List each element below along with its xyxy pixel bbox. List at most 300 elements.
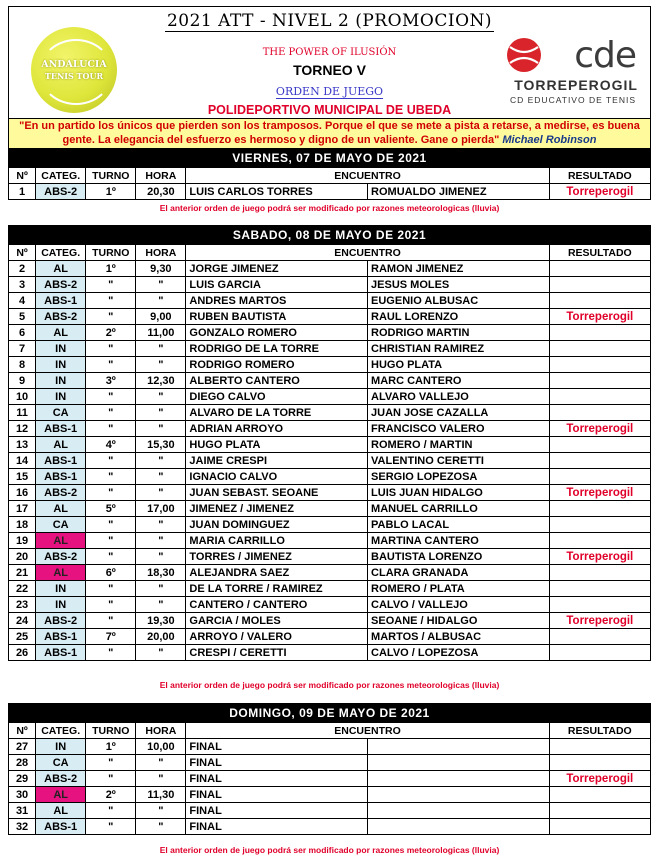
turno: 2º [86,787,136,803]
result [549,819,650,835]
category: ABS-1 [36,645,86,661]
weather-note: El anterior orden de juego podrá ser modificado por razones meteorologicas (lluvia) [159,203,500,213]
match-row [9,517,651,533]
match-row [9,581,651,597]
category: ABS-1 [36,293,86,309]
quote-box [8,118,651,149]
hora: " [136,803,186,819]
column-header-row [9,168,651,184]
match-row [9,293,651,309]
match-number: 25 [9,629,36,645]
player-1: CRESPI / CERETTI [186,645,368,661]
slogan: THE POWER OF ILUSIÓN [262,47,397,58]
col-header-turno: TURNO [86,723,136,739]
category: IN [36,341,86,357]
turno: " [86,341,136,357]
match-row [9,803,651,819]
category: IN [36,597,86,613]
player-2 [368,739,550,755]
match-row [9,469,651,485]
col-header-num: Nº [9,723,36,739]
match-row [9,389,651,405]
match-row [9,453,651,469]
turno: " [86,819,136,835]
match-number: 23 [9,597,36,613]
hora: " [136,533,186,549]
turno: " [86,613,136,629]
category: AL [36,803,86,819]
player-1: FINAL [186,787,368,803]
tournament-name: TORNEO V [293,62,366,78]
hora: " [136,819,186,835]
category: AL [36,501,86,517]
player-2 [368,803,550,819]
hora: " [136,517,186,533]
hora: " [136,453,186,469]
category: CA [36,405,86,421]
day-header-row [9,704,651,723]
player-2: JUAN JOSE CAZALLA [368,405,550,421]
result: Torreperogil [549,421,650,437]
player-2: SEOANE / HIDALGO [368,613,550,629]
result [549,597,650,613]
turno: " [86,469,136,485]
player-2 [368,787,550,803]
player-2: VALENTINO CERETTI [368,453,550,469]
col-header-encuentro: ENCUENTRO [186,168,549,184]
hora: 20,00 [136,629,186,645]
schedule-table [8,225,651,661]
hora: 15,30 [136,437,186,453]
player-1: RODRIGO ROMERO [186,357,368,373]
category: ABS-2 [36,184,86,200]
result [549,469,650,485]
player-1: ANDRES MARTOS [186,293,368,309]
turno: " [86,771,136,787]
player-2: EUGENIO ALBUSAC [368,293,550,309]
category: ABS-2 [36,277,86,293]
match-number: 20 [9,549,36,565]
player-2: MARC CANTERO [368,373,550,389]
player-2: BAUTISTA LORENZO [368,549,550,565]
player-1: JORGE JIMENEZ [186,261,368,277]
turno: " [86,549,136,565]
day-title: VIERNES, 07 DE MAYO DE 2021 [9,149,651,168]
col-header-resultado: RESULTADO [549,245,650,261]
player-1: ALEJANDRA SAEZ [186,565,368,581]
hora: 11,00 [136,325,186,341]
match-number: 11 [9,405,36,421]
hora: " [136,293,186,309]
player-1: TORRES / JIMENEZ [186,549,368,565]
hora: 9,00 [136,309,186,325]
category: IN [36,373,86,389]
player-1: ADRIAN ARROYO [186,421,368,437]
player-1: GONZALO ROMERO [186,325,368,341]
player-1: GARCIA / MOLES [186,613,368,629]
match-row [9,533,651,549]
player-2: ROMUALDO JIMENEZ [368,184,550,200]
turno: " [86,421,136,437]
result [549,293,650,309]
turno: 5º [86,501,136,517]
result [549,645,650,661]
category: AL [36,437,86,453]
match-number: 1 [9,184,36,200]
turno: " [86,597,136,613]
logo-text-line1: ANDALUCIA [41,59,107,70]
player-2: SERGIO LOPEZOSA [368,469,550,485]
category: ABS-1 [36,421,86,437]
match-row [9,819,651,835]
player-1: JUAN SEBAST. SEOANE [186,485,368,501]
match-number: 3 [9,277,36,293]
player-1: CANTERO / CANTERO [186,597,368,613]
player-2 [368,771,550,787]
result [549,405,650,421]
hora: 19,30 [136,613,186,629]
match-row [9,549,651,565]
result: Torreperogil [549,485,650,501]
result [549,739,650,755]
result [549,373,650,389]
turno: " [86,485,136,501]
match-row [9,341,651,357]
match-number: 31 [9,803,36,819]
turno: 1º [86,739,136,755]
hora: " [136,389,186,405]
result [549,501,650,517]
match-number: 6 [9,325,36,341]
player-2: CALVO / VALLEJO [368,597,550,613]
match-number: 4 [9,293,36,309]
turno: " [86,453,136,469]
hora: " [136,549,186,565]
match-row [9,437,651,453]
result [549,629,650,645]
player-2: HUGO PLATA [368,357,550,373]
hora: " [136,581,186,597]
club-logo-text: cde [574,35,636,76]
match-number: 2 [9,261,36,277]
category: ABS-1 [36,819,86,835]
document-header [8,6,651,119]
match-row [9,787,651,803]
turno: 4º [86,437,136,453]
player-2: MANUEL CARRILLO [368,501,550,517]
col-header-hora: HORA [136,245,186,261]
day-title: SABADO, 08 DE MAYO DE 2021 [9,226,651,245]
result [549,517,650,533]
col-header-category: CATEG. [36,168,86,184]
result [549,389,650,405]
player-2: FRANCISCO VALERO [368,421,550,437]
category: IN [36,389,86,405]
player-2: RODRIGO MARTIN [368,325,550,341]
col-header-hora: HORA [136,168,186,184]
turno: " [86,581,136,597]
player-2: MARTOS / ALBUSAC [368,629,550,645]
match-row [9,771,651,787]
turno: 2º [86,325,136,341]
player-1: LUIS GARCIA [186,277,368,293]
match-row [9,309,651,325]
turno: " [86,517,136,533]
player-1: JAIME CRESPI [186,453,368,469]
hora: " [136,485,186,501]
category: ABS-2 [36,771,86,787]
match-number: 27 [9,739,36,755]
result: Torreperogil [549,613,650,629]
player-2 [368,819,550,835]
weather-note: El anterior orden de juego podrá ser modificado por razones meteorologicas (lluvia) [159,845,500,855]
player-1: RODRIGO DE LA TORRE [186,341,368,357]
quote-author: Michael Robinson [502,134,597,146]
weather-note: El anterior orden de juego podrá ser modificado por razones meteorologicas (lluvia) [159,680,500,690]
club-subtitle: CD EDUCATIVO DE TENIS [509,95,636,105]
turno: " [86,645,136,661]
player-1: LUIS CARLOS TORRES [186,184,368,200]
result [549,277,650,293]
player-2: RAMON JIMENEZ [368,261,550,277]
day-header-row [9,226,651,245]
player-1: RUBEN BAUTISTA [186,309,368,325]
player-2: MARTINA CANTERO [368,533,550,549]
match-row [9,421,651,437]
player-1: ALBERTO CANTERO [186,373,368,389]
match-number: 7 [9,341,36,357]
player-1: FINAL [186,771,368,787]
player-2: ROMERO / PLATA [368,581,550,597]
player-2: ROMERO / MARTIN [368,437,550,453]
player-1: FINAL [186,755,368,771]
player-1: ALVARO DE LA TORRE [186,405,368,421]
category: IN [36,581,86,597]
player-2: RAUL LORENZO [368,309,550,325]
category: ABS-2 [36,485,86,501]
match-row [9,755,651,771]
category: ABS-2 [36,549,86,565]
turno: 6º [86,565,136,581]
match-number: 13 [9,437,36,453]
category: AL [36,565,86,581]
turno: 1º [86,261,136,277]
match-row [9,277,651,293]
column-header-row [9,245,651,261]
category: IN [36,739,86,755]
category: AL [36,533,86,549]
hora: 20,30 [136,184,186,200]
player-1: IGNACIO CALVO [186,469,368,485]
player-2 [368,755,550,771]
hora: 10,00 [136,739,186,755]
col-header-encuentro: ENCUENTRO [186,723,549,739]
turno: " [86,357,136,373]
club-name: TORREPEROGIL [514,77,638,93]
turno: " [86,405,136,421]
hora: " [136,421,186,437]
match-number: 28 [9,755,36,771]
hora: " [136,755,186,771]
hora: " [136,771,186,787]
hora: 11,30 [136,787,186,803]
category: IN [36,357,86,373]
category: ABS-2 [36,309,86,325]
hora: " [136,469,186,485]
result: Torreperogil [549,549,650,565]
category: ABS-1 [36,453,86,469]
player-2: CALVO / LOPEZOSA [368,645,550,661]
match-number: 15 [9,469,36,485]
category: ABS-1 [36,629,86,645]
turno: 7º [86,629,136,645]
match-row [9,261,651,277]
category: CA [36,755,86,771]
result [549,533,650,549]
turno: 1º [86,184,136,200]
turno: " [86,533,136,549]
turno: " [86,293,136,309]
match-number: 21 [9,565,36,581]
venue-name: POLIDEPORTIVO MUNICIPAL DE UBEDA [207,103,452,117]
player-1: MARIA CARRILLO [186,533,368,549]
match-row [9,613,651,629]
category: CA [36,517,86,533]
result [549,437,650,453]
player-2: CHRISTIAN RAMIREZ [368,341,550,357]
result: Torreperogil [549,771,650,787]
match-number: 32 [9,819,36,835]
schedule-subtitle: ORDEN DE JUEGO [275,85,384,98]
category: AL [36,325,86,341]
hora: 12,30 [136,373,186,389]
player-2: LUIS JUAN HIDALGO [368,485,550,501]
turno: " [86,389,136,405]
result [549,787,650,803]
match-number: 19 [9,533,36,549]
col-header-category: CATEG. [36,723,86,739]
player-1: ARROYO / VALERO [186,629,368,645]
match-row [9,357,651,373]
match-row [9,565,651,581]
page-title: 2021 ATT - NIVEL 2 (PROMOCION) [166,11,493,31]
match-number: 22 [9,581,36,597]
match-number: 29 [9,771,36,787]
day-header-row [9,149,651,168]
match-number: 24 [9,613,36,629]
result [549,581,650,597]
result [549,357,650,373]
hora: 9,30 [136,261,186,277]
player-1: DIEGO CALVO [186,389,368,405]
col-header-category: CATEG. [36,245,86,261]
match-row [9,501,651,517]
player-2: JESUS MOLES [368,277,550,293]
category: ABS-1 [36,469,86,485]
match-row [9,645,651,661]
match-row [9,739,651,755]
player-1: DE LA TORRE / RAMIREZ [186,581,368,597]
col-header-turno: TURNO [86,168,136,184]
match-row [9,325,651,341]
logo-text-line2: TENIS TOUR [44,71,104,81]
match-row [9,629,651,645]
match-row [9,597,651,613]
match-row [9,405,651,421]
turno: " [86,755,136,771]
hora: " [136,405,186,421]
match-number: 8 [9,357,36,373]
result [549,325,650,341]
match-row [9,485,651,501]
turno: 3º [86,373,136,389]
schedule-table [8,148,651,200]
match-number: 30 [9,787,36,803]
col-header-resultado: RESULTADO [549,168,650,184]
match-number: 17 [9,501,36,517]
match-number: 26 [9,645,36,661]
day-title: DOMINGO, 09 DE MAYO DE 2021 [9,704,651,723]
player-2: CLARA GRANADA [368,565,550,581]
col-header-turno: TURNO [86,245,136,261]
col-header-hora: HORA [136,723,186,739]
turno: " [86,309,136,325]
match-number: 12 [9,421,36,437]
hora: " [136,357,186,373]
hora: " [136,341,186,357]
result [549,565,650,581]
result [549,453,650,469]
category: ABS-2 [36,613,86,629]
col-header-num: Nº [9,245,36,261]
turno: " [86,277,136,293]
player-1: FINAL [186,819,368,835]
turno: " [86,803,136,819]
hora: " [136,597,186,613]
category: AL [36,261,86,277]
match-number: 18 [9,517,36,533]
player-2: ALVARO VALLEJO [368,389,550,405]
result: Torreperogil [549,309,650,325]
col-header-num: Nº [9,168,36,184]
column-header-row [9,723,651,739]
player-1: FINAL [186,803,368,819]
result [549,755,650,771]
player-2: PABLO LACAL [368,517,550,533]
match-number: 9 [9,373,36,389]
player-1: JUAN DOMINGUEZ [186,517,368,533]
match-number: 14 [9,453,36,469]
player-1: JIMENEZ / JIMENEZ [186,501,368,517]
hora: " [136,277,186,293]
category: AL [36,787,86,803]
result [549,803,650,819]
col-header-resultado: RESULTADO [549,723,650,739]
match-number: 5 [9,309,36,325]
result [549,261,650,277]
hora: 17,00 [136,501,186,517]
result [549,341,650,357]
match-number: 10 [9,389,36,405]
match-number: 16 [9,485,36,501]
player-1: FINAL [186,739,368,755]
player-1: HUGO PLATA [186,437,368,453]
match-row [9,184,651,200]
schedule-table [8,703,651,835]
result: Torreperogil [549,184,650,200]
hora: 18,30 [136,565,186,581]
hora: " [136,645,186,661]
